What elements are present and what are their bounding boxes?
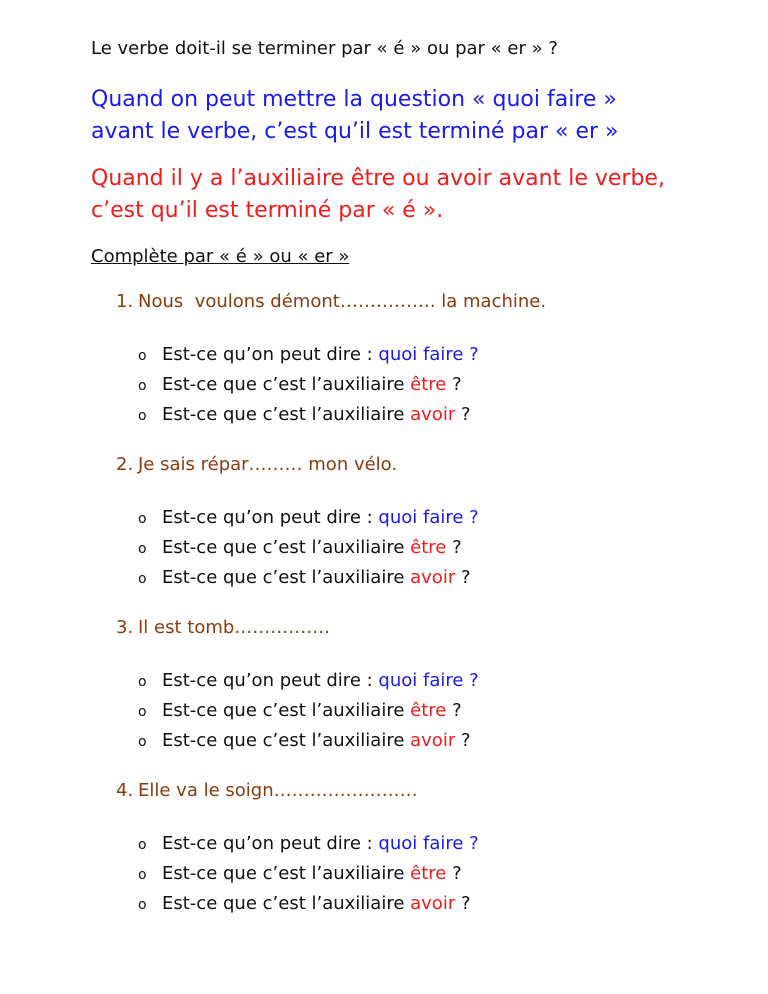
rule-e-line-2: c’est qu’il est terminé par « é ». (91, 198, 444, 223)
question-list (138, 503, 736, 593)
rule-er-line-1: Quand on peut mettre la question « quoi faire » (91, 87, 617, 112)
rule-er (91, 84, 741, 148)
checkbox-circle-icon[interactable]: o (138, 674, 147, 690)
question-list (138, 340, 736, 430)
instruction: Complète par « é » ou « er » (91, 246, 350, 267)
exercise-1 (116, 287, 736, 430)
question-etre[interactable]: o Est-ce que c’est l’auxiliaire être ? (138, 859, 736, 889)
exercise-text: Elle va le soign…………………… (138, 780, 418, 801)
exercise-number: 1. (116, 291, 134, 312)
rule-e-line-1: Quand il y a l’auxiliaire être ou avoir avant le verbe, (91, 166, 665, 191)
checkbox-circle-icon[interactable]: o (138, 897, 147, 913)
exercise-text: Je sais répar……… mon vélo. (138, 454, 398, 475)
checkbox-circle-icon[interactable]: o (138, 408, 147, 424)
rule-e (91, 163, 741, 227)
checkbox-circle-icon[interactable]: o (138, 348, 147, 364)
question-etre[interactable]: o Est-ce que c’est l’auxiliaire être ? (138, 370, 736, 400)
checkbox-circle-icon[interactable]: o (138, 511, 147, 527)
checkbox-circle-icon[interactable]: o (138, 541, 147, 557)
question-avoir[interactable]: o Est-ce que c’est l’auxiliaire avoir ? (138, 563, 736, 593)
page-title: Le verbe doit-il se terminer par « é » ou par « er » ? (91, 38, 558, 59)
exercise-4 (116, 776, 736, 919)
question-etre[interactable]: o Est-ce que c’est l’auxiliaire être ? (138, 533, 736, 563)
question-avoir[interactable]: o Est-ce que c’est l’auxiliaire avoir ? (138, 726, 736, 756)
exercise-text: Nous voulons démont……………. la machine. (138, 291, 547, 312)
question-quoi-faire[interactable]: o Est-ce qu’on peut dire : quoi faire ? (138, 503, 736, 533)
question-quoi-faire[interactable]: o Est-ce qu’on peut dire : quoi faire ? (138, 340, 736, 370)
checkbox-circle-icon[interactable]: o (138, 704, 147, 720)
question-quoi-faire[interactable]: o Est-ce qu’on peut dire : quoi faire ? (138, 829, 736, 859)
exercise-sentence (116, 450, 736, 480)
exercise-number: 3. (116, 617, 134, 638)
exercise-number: 4. (116, 780, 134, 801)
question-quoi-faire[interactable]: o Est-ce qu’on peut dire : quoi faire ? (138, 666, 736, 696)
exercise-number: 2. (116, 454, 134, 475)
exercise-sentence (116, 287, 736, 317)
rule-er-line-2: avant le verbe, c’est qu’il est terminé par « er » (91, 119, 619, 144)
checkbox-circle-icon[interactable]: o (138, 571, 147, 587)
question-list (138, 666, 736, 756)
checkbox-circle-icon[interactable]: o (138, 378, 147, 394)
exercise-sentence (116, 613, 736, 643)
exercise-3 (116, 613, 736, 756)
checkbox-circle-icon[interactable]: o (138, 734, 147, 750)
question-etre[interactable]: o Est-ce que c’est l’auxiliaire être ? (138, 696, 736, 726)
question-avoir[interactable]: o Est-ce que c’est l’auxiliaire avoir ? (138, 889, 736, 919)
question-list (138, 829, 736, 919)
exercise-text: Il est tomb……………. (138, 617, 331, 638)
exercise-2 (116, 450, 736, 593)
exercise-sentence (116, 776, 736, 806)
question-avoir[interactable]: o Est-ce que c’est l’auxiliaire avoir ? (138, 400, 736, 430)
checkbox-circle-icon[interactable]: o (138, 867, 147, 883)
checkbox-circle-icon[interactable]: o (138, 837, 147, 853)
